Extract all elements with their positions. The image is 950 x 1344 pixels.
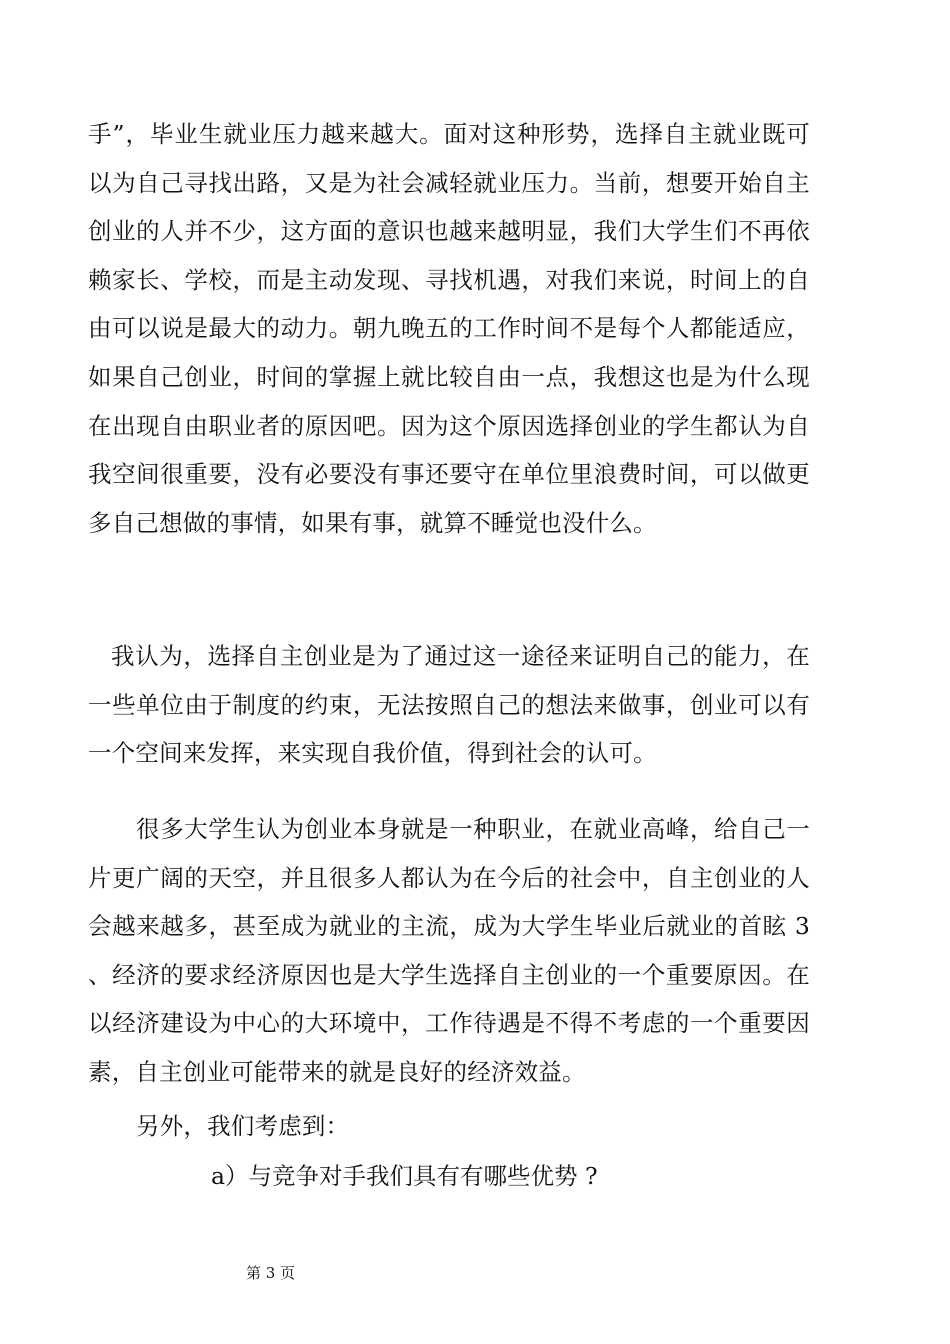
page-number: 第 3 页 (246, 1264, 296, 1282)
paragraph-career-economy: 很多大学生认为创业本身就是一种职业，在就业高峰，给自己一片更广阔的天空，并且很多人都认为在今后的社会中，自主创业的人会越来越多，甚至成为就业的主流，成为大学生毕业后就业的首眩 3 、经济的要求经济原因也是大学生选择自主创业的一个重要原因。在以经济建设为中心的大环境中，工作待遇是不得不考虑的一个重要因素，自主创业可能带来的就是良好的经济效益。 (88, 815, 810, 1086)
paragraph-ability: 我认为，选择自主创业是为了通过这一途径来证明自己的能力，在一些单位由于制度的约束，无法按照自己的想法来做事，创业可以有一个空间来发挥，来实现自我价值，得到社会的认可。 (88, 642, 810, 768)
paragraph-considerations: 另外，我们考虑到： (136, 1112, 350, 1140)
paragraph-freedom: 手”，毕业生就业压力越来越大。面对这种形势，选择自主就业既可以为自己寻找出路，又是为社会减轻就业压力。当前，想要开始自主创业的人并不少，这方面的意识也越来越明显，我们大学生们不再依赖家长、学校，而是主动发现、寻找机遇，对我们来说，时间上的自由可以说是最大的动力。朝九晚五的工作时间不是每个人都能适应，如果自己创业，时间的掌握上就比较自由一点，我想这也是为什么现在出现自由职业者的原因吧。因为这个原因选择创业的学生都认为自我空间很重要，没有必要没有事还要守在单位里浪费时间，可以做更多自己想做的事情，如果有事，就算不睡觉也没什么。 (88, 120, 810, 537)
list-item-advantages: a）与竞争对手我们具有有哪些优势 ? (211, 1162, 598, 1190)
